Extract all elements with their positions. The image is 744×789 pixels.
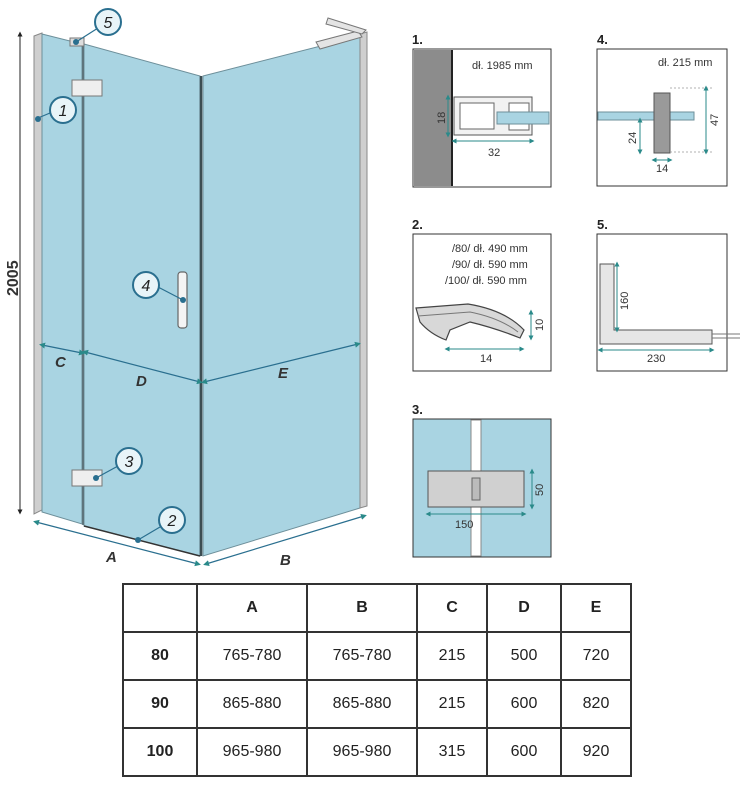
detail-4-dim-w: 14 [656,163,669,175]
shower-enclosure [34,18,367,556]
detail-3 [412,402,551,557]
top-bracket-rear [326,18,366,34]
callout-5-label: 5 [103,15,113,32]
table-cell: 720 [561,632,631,680]
table-cell: 80 [123,632,197,680]
table-header-cell: E [561,584,631,632]
detail-2 [412,217,551,371]
table-cell: 965-980 [197,728,307,776]
detail-2-dim-w: 14 [480,353,493,365]
table-cell: 765-780 [307,632,417,680]
detail-3-dim-w: 150 [455,519,474,531]
dim-c-label: C [55,354,66,371]
detail-2-note-2: /90/ dł. 590 mm [452,259,528,271]
detail-4-dim-h1: 24 [627,131,639,144]
detail-1-note: dł. 1985 mm [472,60,533,72]
detail-4-title: 4. [597,32,608,47]
table-cell: 965-980 [307,728,417,776]
height-dimension [5,34,22,512]
detail-1-dim-h: 18 [436,111,448,124]
detail-5-dim-w: 230 [647,353,666,365]
detail-4-note: dł. 215 mm [658,57,713,69]
callout-5 [73,9,121,45]
table-header-cell: B [307,584,417,632]
detail-1 [412,32,551,187]
table-cell: 920 [561,728,631,776]
detail-4 [597,32,727,186]
glass-rod [598,112,694,120]
table-row [123,632,631,680]
left-wall-profile [34,33,42,514]
table-header-row [123,584,631,632]
table-cell: 600 [487,728,561,776]
detail-2-note-1: /80/ dł. 490 mm [452,243,528,255]
callout-1-label: 1 [58,103,68,120]
table-cell: 865-880 [307,680,417,728]
table-cell: 820 [561,680,631,728]
callout-3-label: 3 [124,454,134,471]
glass-edge [497,112,549,124]
dimension-table [122,583,632,777]
table-header-cell: C [417,584,487,632]
dim-e-label: E [278,365,289,382]
detail-3-dim-h: 50 [534,483,546,496]
detail-1-dim-w: 32 [488,147,501,159]
detail-2-title: 2. [412,217,423,232]
detail-5-title: 5. [597,217,608,232]
dim-d-label: D [136,373,147,390]
table-cell: 215 [417,680,487,728]
table-cell: 90 [123,680,197,728]
detail-5 [597,217,740,371]
table-row [123,728,631,776]
detail-2-dim-h: 10 [534,318,546,331]
stabilizer-block [654,93,670,153]
height-label: 2005 [5,260,22,296]
table-cell: 865-880 [197,680,307,728]
table-header-cell: D [487,584,561,632]
table-cell: 315 [417,728,487,776]
detail-5-dim-h: 160 [619,291,631,310]
table-cell: 600 [487,680,561,728]
right-wall-profile [360,32,367,508]
table-row [123,680,631,728]
detail-2-note-3: /100/ dł. 590 mm [445,275,527,287]
callout-4-label: 4 [141,278,151,295]
top-hinge [72,80,102,96]
dim-a-label: A [106,549,117,566]
callout-2-label: 2 [167,513,177,530]
table-header-cell [123,584,197,632]
table-cell: 215 [417,632,487,680]
detail-4-dim-h2: 47 [709,113,721,126]
dim-b-label: B [280,552,291,569]
table-cell: 765-780 [197,632,307,680]
table-header-cell: A [197,584,307,632]
detail-1-title: 1. [412,32,423,47]
table-cell: 100 [123,728,197,776]
table-cell: 500 [487,632,561,680]
side-glass-panel [203,36,360,556]
detail-3-title: 3. [412,402,423,417]
